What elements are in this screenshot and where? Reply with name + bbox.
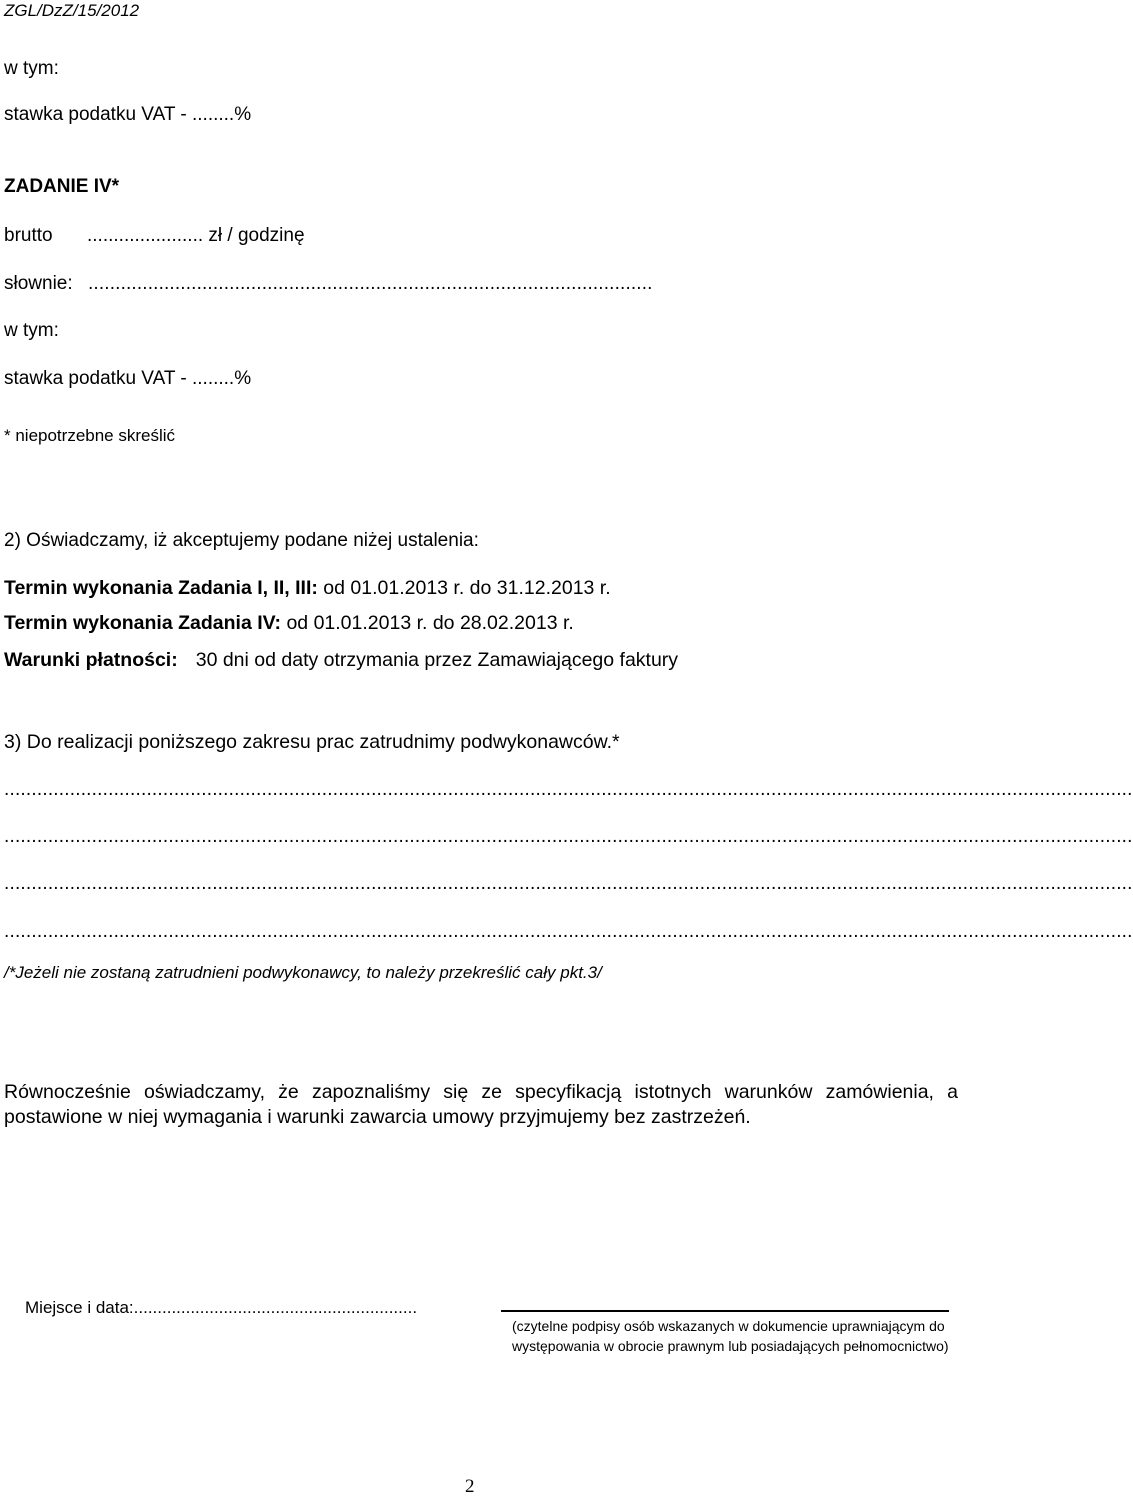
term-value-1: od 01.01.2013 r. do 31.12.2013 r.	[317, 577, 611, 599]
brutto-label: brutto	[4, 225, 53, 246]
payment-terms	[4, 649, 678, 672]
term-label-2: Termin wykonania Zadania IV:	[4, 612, 282, 634]
w-tym-label: w tym:	[4, 58, 59, 79]
subcontractor-note: /*Jeżeli nie zostaną zatrudnieni podwykonawcy, to należy przekreślić cały pkt.3/	[4, 963, 602, 982]
document-id: ZGL/DzZ/15/2012	[4, 1, 140, 20]
place-and-date: Miejsce i data:............................................................	[25, 1298, 418, 1317]
slownie-label: słownie:	[4, 273, 73, 294]
page-number: 2	[465, 1476, 475, 1497]
subcontractor-line-4: ..............................................................................................................................................................................................................	[4, 921, 1133, 942]
subcontractor-line-3: ..............................................................................................................................................................................................................	[4, 873, 1133, 894]
brutto-value: ...................... zł / godzinę	[87, 225, 305, 246]
section-3-intro: 3) Do realizacji poniższego zakresu prac zatrudnimy podwykonawców.*	[4, 731, 620, 753]
section-2-intro: 2) Oświadczamy, iż akceptujemy podane niżej ustalenia:	[4, 530, 479, 551]
term-tasks-1-3	[4, 577, 611, 600]
subcontractor-line-1: ..............................................................................................................................................................................................................	[4, 779, 1133, 800]
footnote-strike: * niepotrzebne skreślić	[4, 426, 176, 445]
signature-line	[501, 1310, 949, 1312]
w-tym-label-2: w tym:	[4, 320, 59, 341]
term-label-1: Termin wykonania Zadania I, II, III:	[4, 577, 318, 599]
slownie-value: ........................................................................................................	[88, 273, 653, 294]
vat-rate-line-2: stawka podatku VAT - ........%	[4, 368, 252, 389]
subcontractor-line-2: ..............................................................................................................................................................................................................	[4, 826, 1133, 847]
signature-caption-line-2: występowania w obrocie prawnym lub posiadających pełnomocnictwo)	[512, 1338, 949, 1354]
term-value-2: od 01.01.2013 r. do 28.02.2013 r.	[281, 612, 574, 634]
vat-rate-line: stawka podatku VAT - ........%	[4, 104, 252, 125]
signature-caption	[512, 1316, 949, 1356]
signature-caption-line-1: (czytelne podpisy osób wskazanych w dokumencie uprawniającym do	[512, 1318, 945, 1334]
task-iv-title: ZADANIE IV*	[4, 176, 120, 197]
declaration-paragraph: Równocześnie oświadczamy, że zapoznaliśmy się ze specyfikacją istotnych warunków zamówienia, a postawione w niej wymagania i warunki zawarcia umowy przyjmujemy bez zastrzeżeń.	[4, 1081, 958, 1128]
payment-label: Warunki płatności:	[4, 649, 178, 671]
payment-value: 30 dni od daty otrzymania przez Zamawiającego faktury	[195, 649, 679, 671]
term-task-4	[4, 612, 574, 635]
